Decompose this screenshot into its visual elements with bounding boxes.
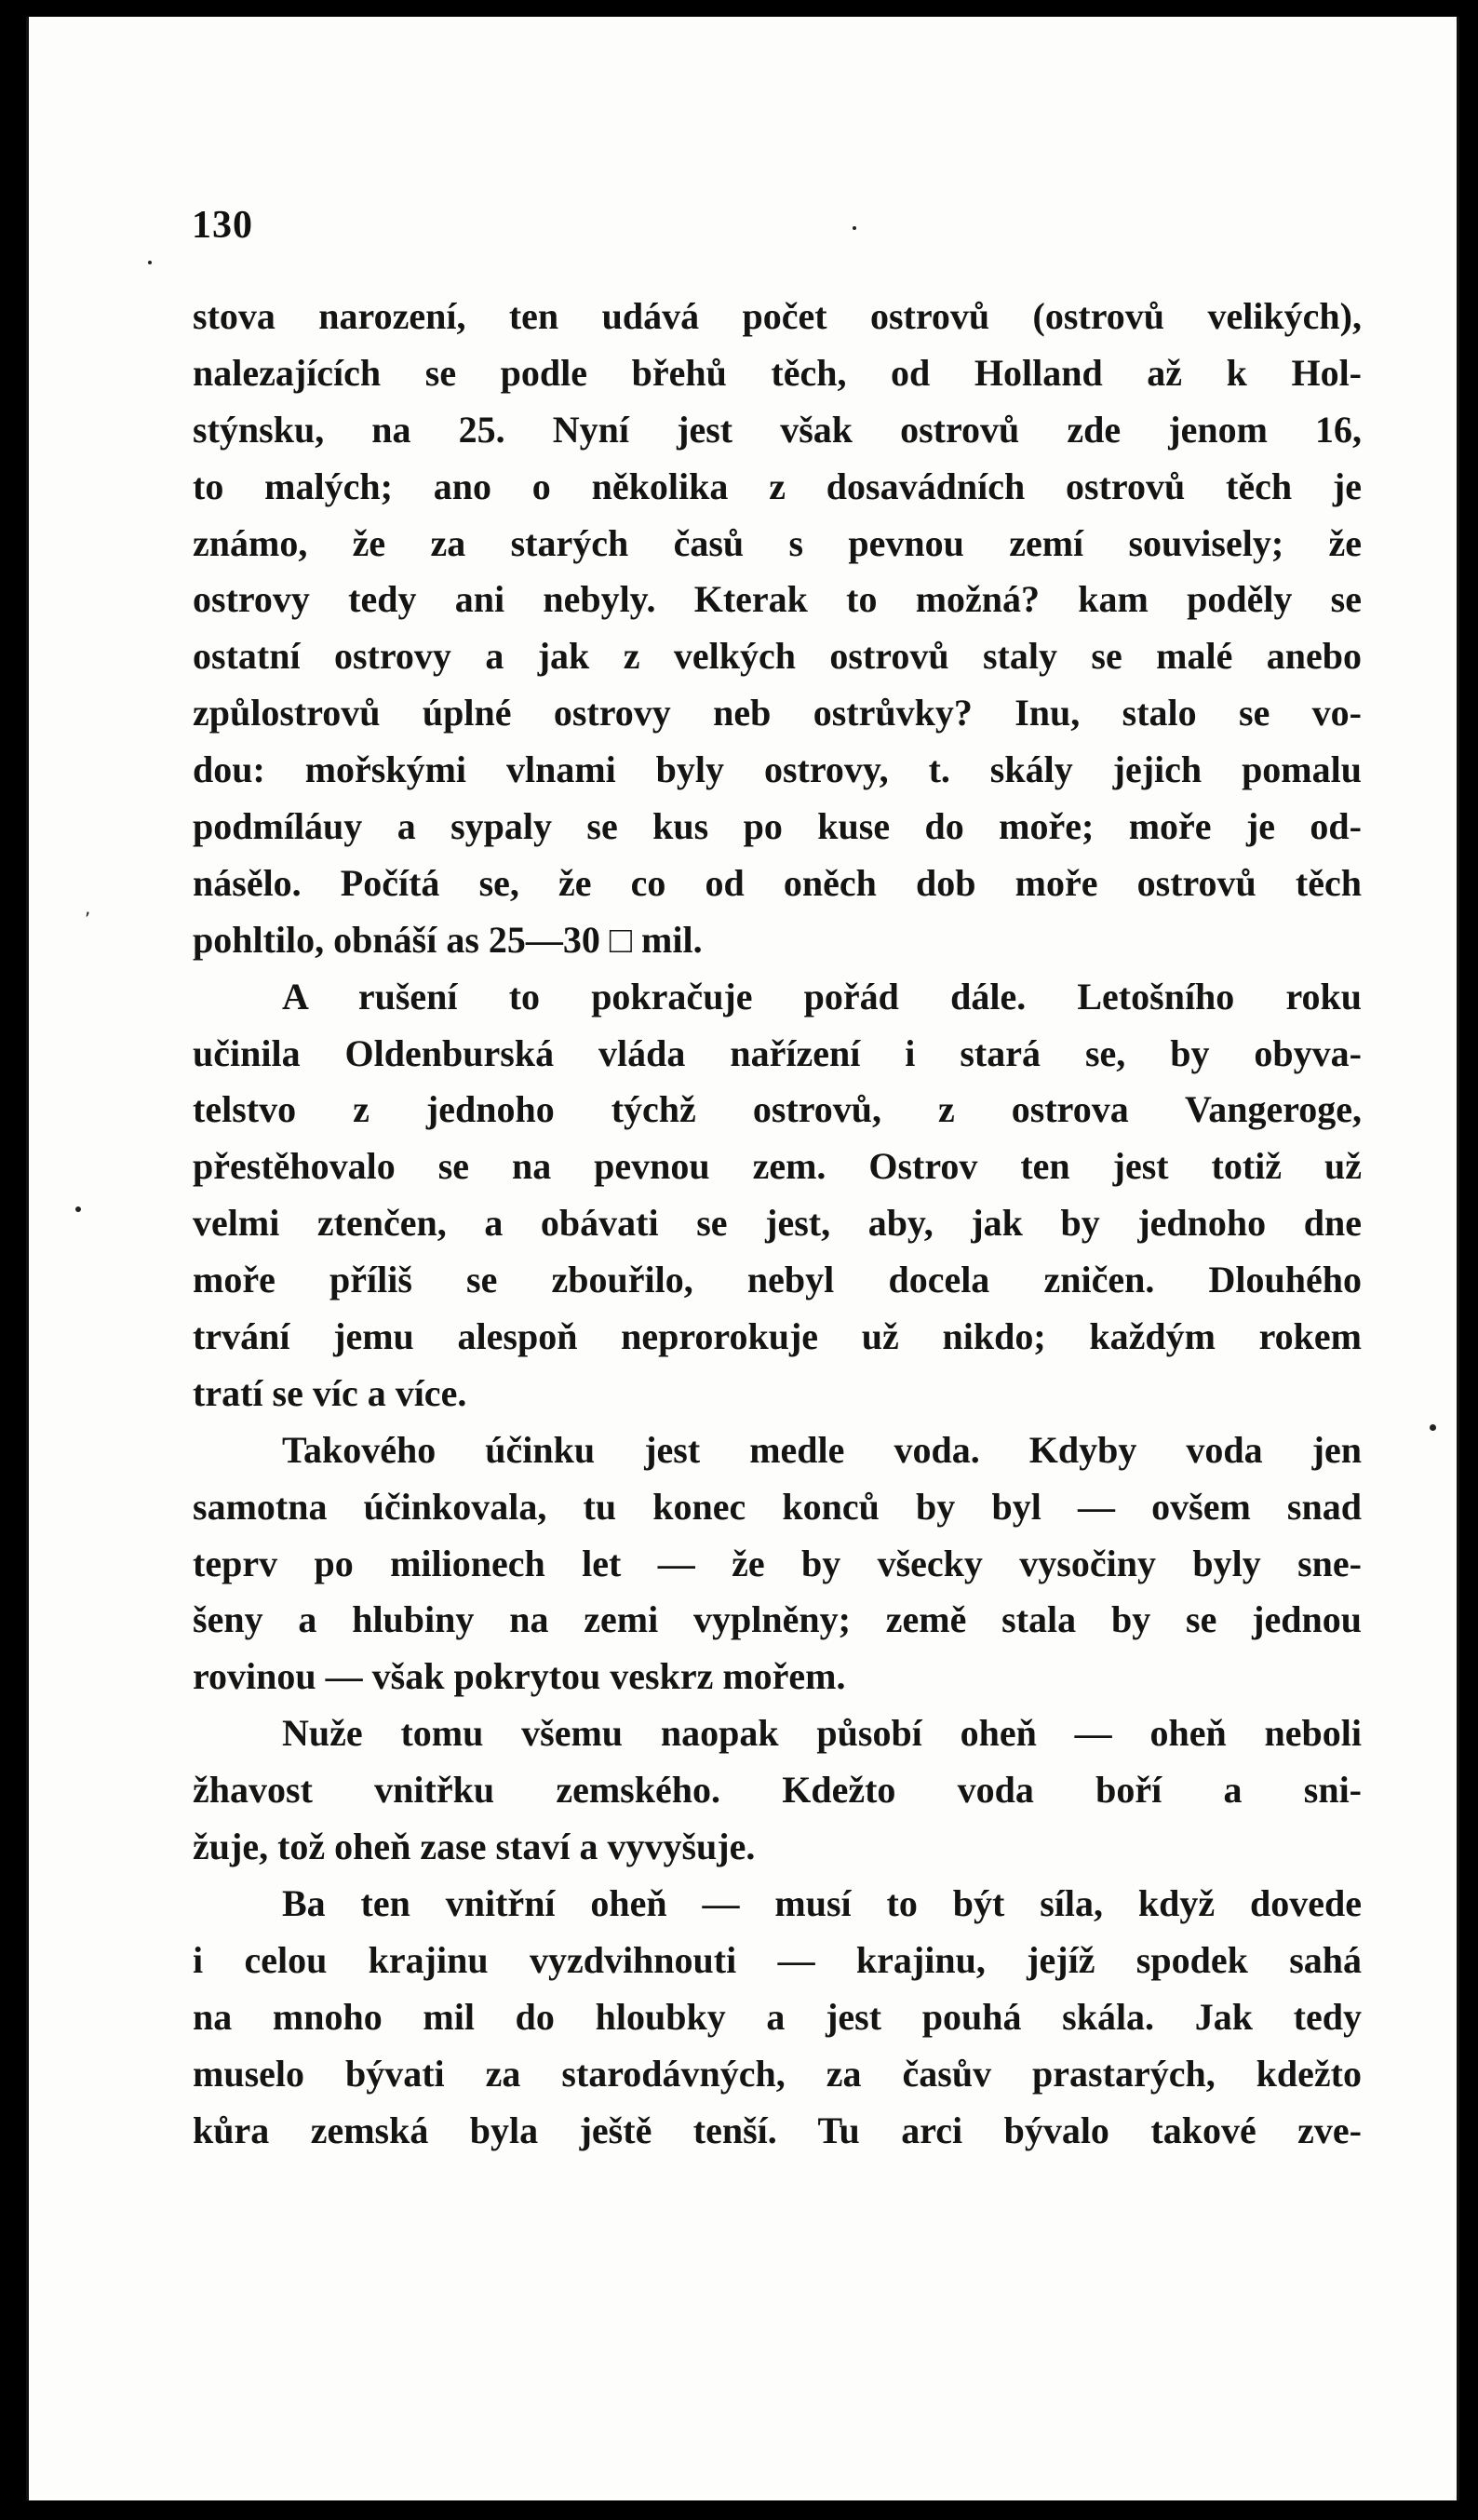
margin-speck (148, 261, 152, 264)
text-line: kůra zemská byla ještě tenší. Tu arci bývalo takové zve- (193, 2109, 1362, 2151)
text-line: velmi ztenčen, a obávati se jest, aby, jak by jednoho dne (193, 1202, 1362, 1245)
text-line: šeny a hlubiny na zemi vyplněny; země stala by se jednou (193, 1598, 1362, 1641)
text-line: způlostrovů úplné ostrovy neb ostrůvky? Inu, stalo se vo- (193, 692, 1362, 734)
text-line: Takového účinku jest medle voda. Kdyby voda jen (282, 1428, 1362, 1471)
text-line: Nuže tomu všemu naopak působí oheň — oheň neboli (282, 1712, 1362, 1755)
page-number: 130 (192, 204, 253, 247)
text-line: to malých; ano o několika z dosavádních ostrovů těch je (193, 465, 1362, 507)
text-line: pohltilo, obnáší as 25—30 □ mil. (193, 918, 703, 961)
text-line: žhavost vnitřku zemského. Kdežto voda boří a sni- (193, 1769, 1362, 1812)
text-line: rovinou — však pokrytou veskrz mořem. (193, 1655, 846, 1698)
margin-speck: , (85, 896, 91, 919)
text-line: trvání jemu alespoň neprorokuje už nikdo; každým rokem (193, 1315, 1362, 1358)
text-line: na mnoho mil do hloubky a jest pouhá skála. Jak tedy (193, 1995, 1362, 2038)
text-line: ostrovy tedy ani nebyly. Kterak to možná? kam poděly se (193, 578, 1362, 621)
text-line: Ba ten vnitřní oheň — musí to být síla, když dovede (282, 1881, 1362, 1924)
text-line: teprv po milionech let — že by všecky vysočiny byly sne- (193, 1542, 1362, 1584)
margin-speck (1430, 1424, 1436, 1431)
text-line: podmíláuy a sypaly se kus po kuse do moře; moře je od- (193, 805, 1362, 848)
text-line: tratí se víc a více. (193, 1371, 467, 1414)
text-line: nalezajících se podle břehů těch, od Holland až k Hol- (193, 351, 1362, 394)
text-line: učinila Oldenburská vláda nařízení i stará se, by obyva- (193, 1031, 1362, 1074)
text-line: přestěhovalo se na pevnou zem. Ostrov ten jest totiž už (193, 1145, 1362, 1188)
text-line: A rušení to pokračuje pořád dále. Letošního roku (282, 975, 1362, 1017)
text-line: telstvo z jednoho týchž ostrovů, z ostrova Vangeroge, (193, 1088, 1362, 1131)
margin-speck (853, 226, 856, 230)
text-line: i celou krajinu vyzdvihnouti — krajinu, jejíž spodek sahá (193, 1938, 1362, 1981)
text-line: dou: mořskými vlnami byly ostrovy, t. skály jejich pomalu (193, 748, 1362, 791)
text-line: muselo bývati za starodávných, za časův prastarých, kdežto (193, 2052, 1362, 2095)
text-line: stýnsku, na 25. Nyní jest však ostrovů zde jenom 16, (193, 408, 1362, 451)
margin-speck (75, 1206, 81, 1212)
text-line: samotna účinkovala, tu konec konců by byl — ovšem snad (193, 1485, 1362, 1528)
text-line: moře příliš se zbouřilo, nebyl docela zničen. Dlouhého (193, 1259, 1362, 1301)
text-line: žuje, tož oheň zase staví a vyvyšuje. (193, 1826, 756, 1868)
book-page (26, 17, 1459, 2500)
text-line: ostatní ostrovy a jak z velkých ostrovů staly se malé anebo (193, 635, 1362, 678)
body-text (193, 289, 1362, 2159)
text-line: stova narození, ten udává počet ostrovů (ostrovů velikých), (193, 295, 1362, 337)
text-line: známo, že za starých časů s pevnou zemí souvisely; že (193, 521, 1362, 564)
text-line: násělo. Počítá se, že co od oněch dob moře ostrovů těch (193, 861, 1362, 904)
